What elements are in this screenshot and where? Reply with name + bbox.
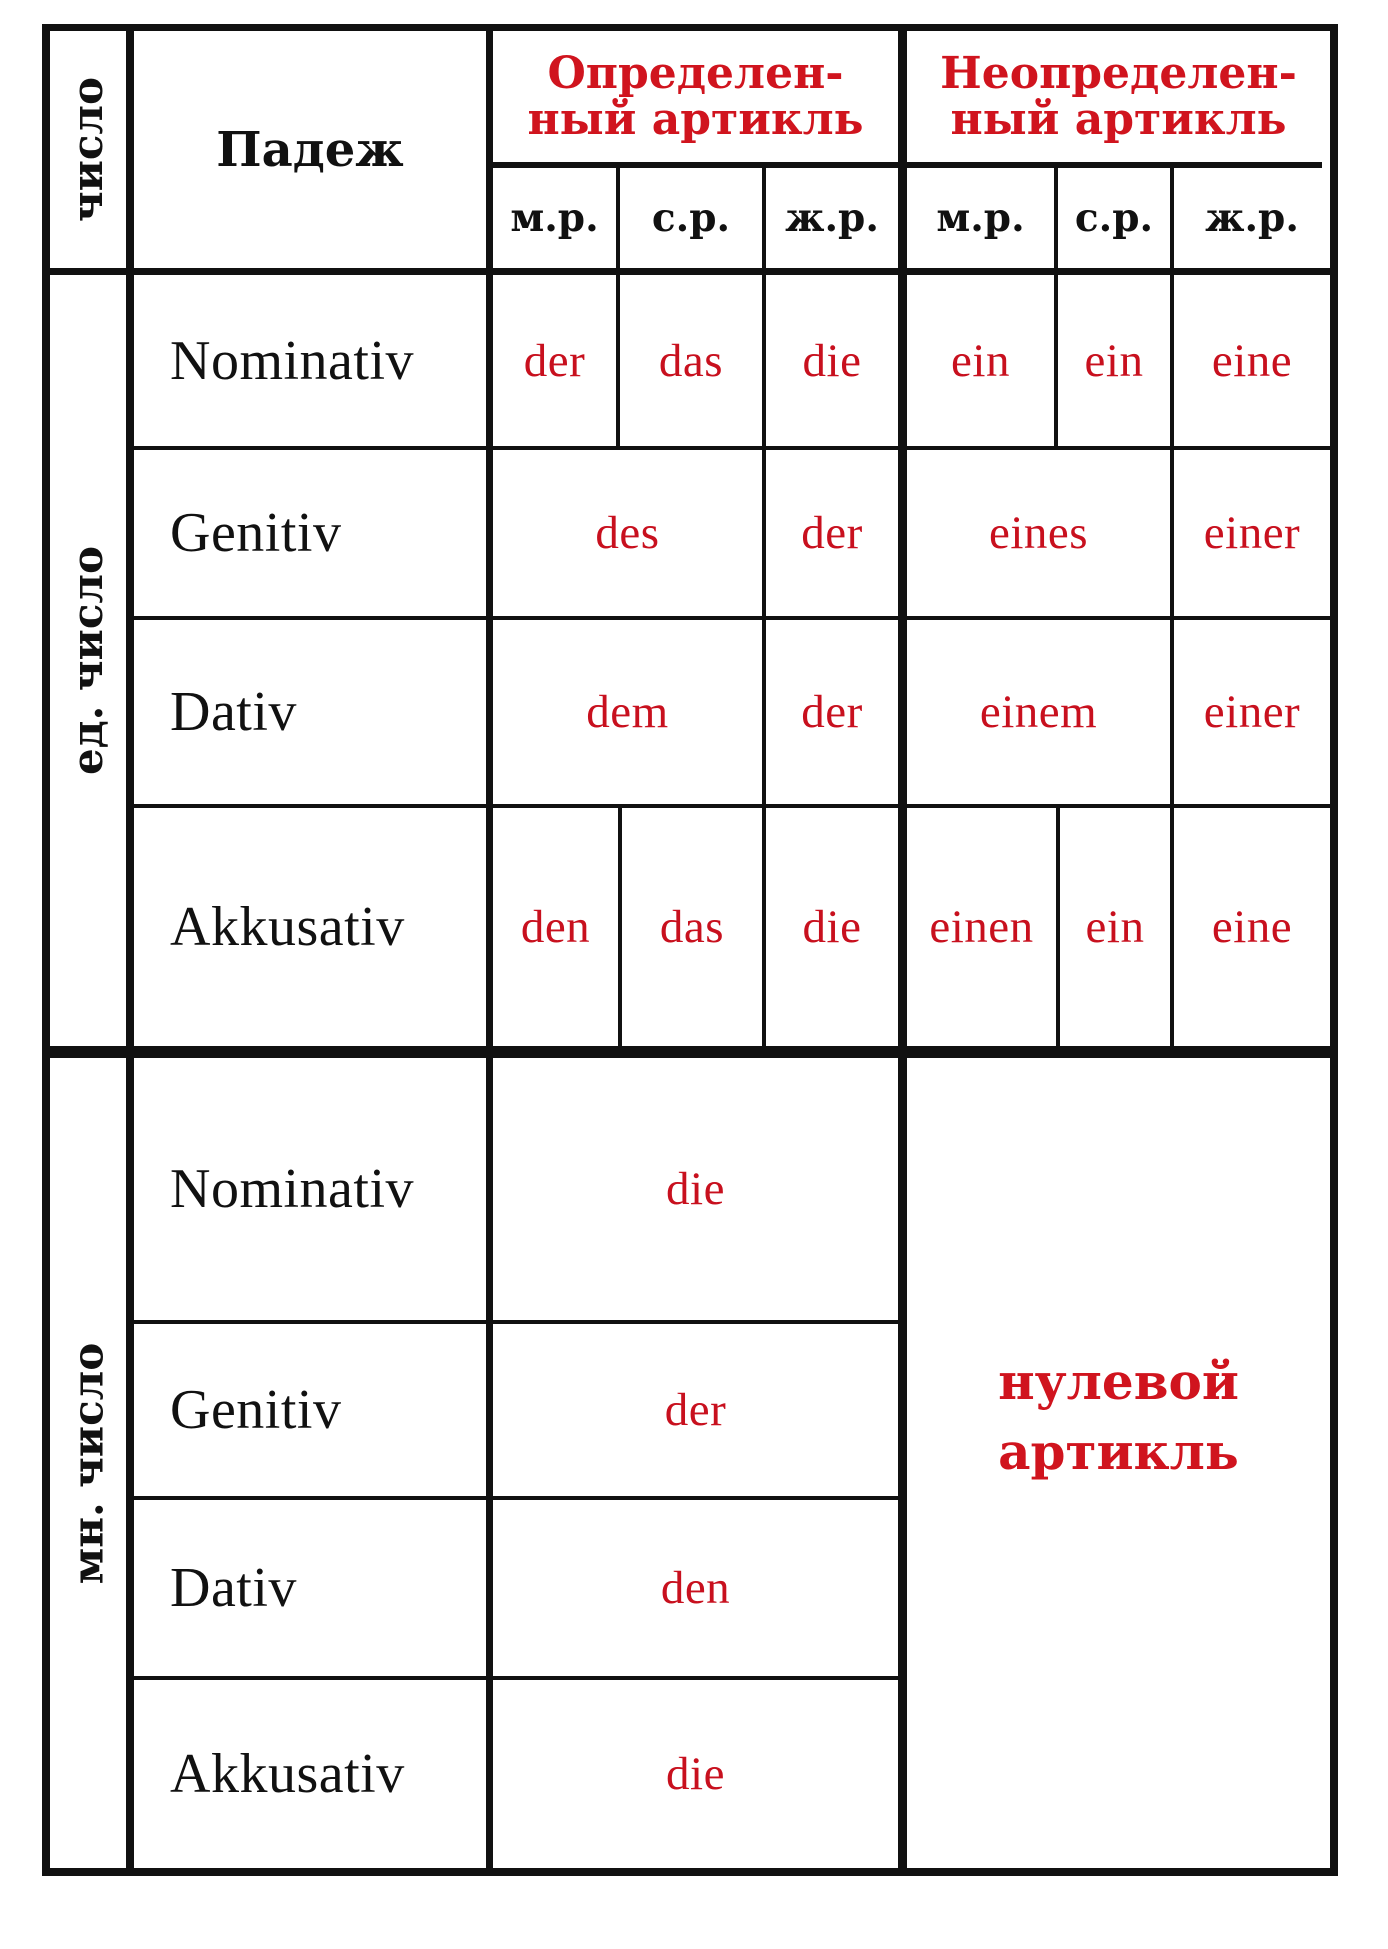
sg-gen-indef-masc-neut: eines xyxy=(988,507,1089,559)
zero-article-cell: нулевой артикль xyxy=(998,1352,1239,1481)
number-column-header: число xyxy=(63,76,113,223)
pl-dativ-case: Dativ xyxy=(170,1557,297,1619)
sg-akkusativ-case: Akkusativ xyxy=(170,896,405,958)
definite-article-header: Определен- ный артикль xyxy=(527,47,864,145)
sg-gen-def-fem: der xyxy=(801,507,863,559)
number-column-divider xyxy=(126,24,134,1876)
sg-gen-indef-fem: einer xyxy=(1203,507,1301,559)
sg-genitiv-case: Genitiv xyxy=(170,502,342,564)
sg-nom-indef-fem: eine xyxy=(1211,334,1293,387)
pl-nom-def: die xyxy=(666,1163,725,1215)
frame-bottom xyxy=(42,1868,1338,1876)
sg-nom-indef-masc: ein xyxy=(951,334,1010,387)
sg-dativ-case: Dativ xyxy=(170,681,297,743)
sg-akk-def-fem: die xyxy=(802,901,862,953)
sg-akk-indef-masc: einen xyxy=(929,901,1034,953)
sg-akk-indef-neut: ein xyxy=(1085,901,1145,953)
sg-nom-def-masc: der xyxy=(523,334,586,387)
plural-label: мн. число xyxy=(63,1342,113,1584)
frame-left xyxy=(42,24,50,1876)
pl-akk-def: die xyxy=(666,1748,725,1800)
sg-akk-def-masc: den xyxy=(520,901,591,953)
pl-gen-def: der xyxy=(664,1384,727,1436)
pl-genitiv-case: Genitiv xyxy=(170,1379,342,1441)
sg-gen-def-masc-neut: des xyxy=(595,507,660,559)
gender-header-indef-fem: ж.р. xyxy=(1205,195,1299,241)
gender-header-def-fem: ж.р. xyxy=(785,195,879,241)
gender-header-def-masc: м.р. xyxy=(510,195,599,241)
sg-akk-def-neut: das xyxy=(659,901,725,953)
case-column-header: Падеж xyxy=(216,121,404,178)
sg-dat-def-masc-neut: dem xyxy=(586,686,669,738)
singular-label: ед. число xyxy=(63,545,113,776)
gender-header-indef-masc: м.р. xyxy=(936,195,1025,241)
frame-top xyxy=(42,24,1338,31)
sg-dat-def-fem: der xyxy=(801,686,863,738)
header-bottom xyxy=(42,268,1338,275)
sg-nom-indef-neut: ein xyxy=(1084,334,1144,387)
sg-nom-def-neut: das xyxy=(658,334,724,387)
pl-nominativ-case: Nominativ xyxy=(170,1158,415,1220)
definite-indefinite-divider xyxy=(898,24,907,1876)
sg-nom-def-fem: die xyxy=(802,334,862,387)
indefinite-article-header: Неопределен- ный артикль xyxy=(940,47,1297,145)
gender-header-def-neut: с.р. xyxy=(651,195,731,241)
frame-right xyxy=(1330,24,1338,1876)
pl-dat-def: den xyxy=(660,1562,731,1614)
gender-header-indef-neut: с.р. xyxy=(1074,195,1154,241)
sg-nominativ-case: Nominativ xyxy=(170,329,415,392)
sg-dat-indef-fem: einer xyxy=(1203,686,1301,738)
sg-akk-indef-fem: eine xyxy=(1211,901,1293,953)
sg-dat-indef-masc-neut: einem xyxy=(979,686,1098,738)
pl-akkusativ-case: Akkusativ xyxy=(170,1743,405,1805)
case-column-divider xyxy=(486,24,493,1876)
singular-plural-divider xyxy=(42,1046,1338,1058)
